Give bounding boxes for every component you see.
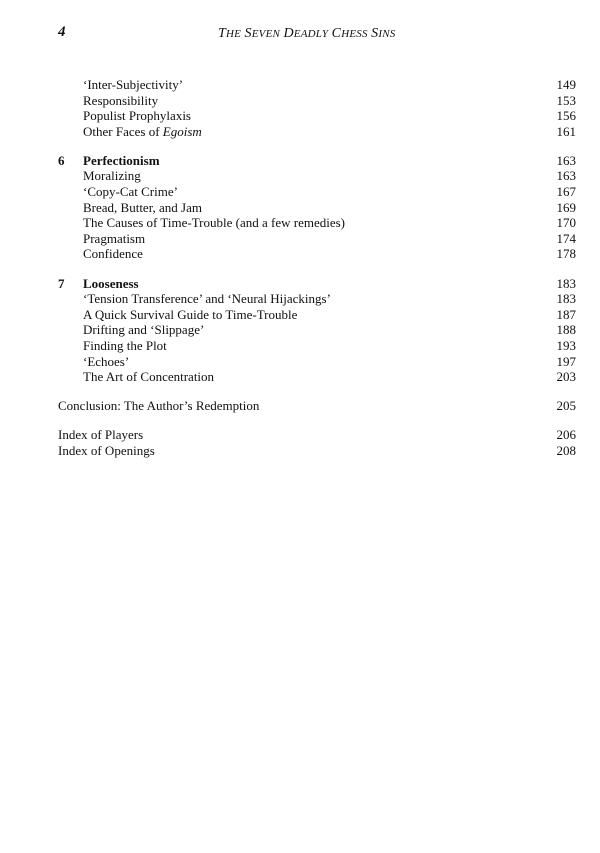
- toc-entry-title: The Causes of Time-Trouble (and a few remedies): [83, 215, 345, 231]
- toc-entry-page: 188: [556, 322, 576, 338]
- toc-entry-title-italic: Egoism: [162, 123, 202, 139]
- toc-entry-title: Confidence: [83, 246, 143, 262]
- toc-entry[interactable]: [58, 200, 576, 216]
- toc-entry-title: Bread, Butter, and Jam: [83, 199, 202, 215]
- toc-entry[interactable]: [58, 291, 576, 307]
- toc-entry-title: Index of Players: [58, 427, 144, 443]
- toc-conclusion[interactable]: [58, 398, 576, 414]
- toc-entry-title: [83, 124, 202, 140]
- chapter-title: Looseness: [83, 275, 139, 291]
- page-number: 4: [58, 24, 66, 40]
- toc-entry[interactable]: [58, 168, 576, 184]
- toc-entry[interactable]: [58, 184, 576, 200]
- running-title: THE SEVEN DEADLY CHESS SINS: [218, 26, 396, 41]
- toc-entry-title-prefix: Other Faces of: [83, 123, 163, 139]
- toc-entry-title: Populist Prophylaxis: [83, 108, 191, 124]
- toc-entry-title: ‘Copy-Cat Crime’: [83, 184, 178, 200]
- toc-entry-title: Pragmatism: [83, 230, 146, 246]
- toc-entry-title: ‘Tension Transference’ and ‘Neural Hijackings’: [83, 291, 331, 307]
- toc-entry-page: 193: [556, 337, 576, 353]
- toc-entry-page: 183: [556, 291, 576, 307]
- toc-entry[interactable]: [58, 77, 576, 93]
- toc-entry-page: 170: [556, 215, 576, 231]
- toc-entry[interactable]: [58, 215, 576, 231]
- toc-entry-title: Finding the Plot: [83, 337, 167, 353]
- toc-entry-page: 208: [556, 442, 576, 458]
- toc-entry-title: Responsibility: [83, 92, 159, 108]
- toc-entry[interactable]: [58, 322, 576, 338]
- toc-entry-title: The Art of Concentration: [83, 369, 215, 385]
- toc-entry-title: Conclusion: The Author’s Redemption: [58, 398, 260, 414]
- toc-entry-title: Moralizing: [83, 168, 141, 184]
- toc-entry-title: ‘Echoes’: [83, 353, 130, 369]
- toc-entry-page: 163: [556, 152, 576, 168]
- toc-chapter-7[interactable]: [58, 276, 576, 292]
- toc-entry-page: 203: [556, 369, 576, 385]
- toc-entry-page: 156: [556, 108, 576, 124]
- toc-entry[interactable]: [58, 338, 576, 354]
- toc-entry-page: 178: [556, 246, 576, 262]
- toc-index-openings[interactable]: [58, 443, 576, 459]
- toc-entry-page: 197: [556, 353, 576, 369]
- toc-entry-title: A Quick Survival Guide to Time-Trouble: [83, 306, 298, 322]
- toc-entry-page: 153: [556, 92, 576, 108]
- toc-chapter-6[interactable]: [58, 153, 576, 169]
- toc-entry[interactable]: [58, 231, 576, 247]
- toc-entry[interactable]: [58, 354, 576, 370]
- chapter-number: 6: [58, 152, 65, 168]
- toc-entry-page: 169: [556, 199, 576, 215]
- toc-entry-page: 187: [556, 306, 576, 322]
- toc-entry-page: 163: [556, 168, 576, 184]
- chapter-number: 7: [58, 275, 65, 291]
- table-of-contents: [58, 77, 576, 458]
- toc-entry-title: Drifting and ‘Slippage’: [83, 322, 205, 338]
- toc-entry[interactable]: [58, 369, 576, 385]
- toc-entry-page: 149: [556, 77, 576, 92]
- toc-entry[interactable]: [58, 307, 576, 323]
- toc-entry[interactable]: [58, 108, 576, 124]
- chapter-title: Perfectionism: [83, 152, 160, 168]
- toc-entry-page: 174: [556, 230, 576, 246]
- toc-entry[interactable]: [58, 246, 576, 262]
- toc-entry-page: 205: [556, 398, 576, 414]
- running-header: [58, 24, 576, 44]
- toc-entry-title: Index of Openings: [58, 442, 155, 458]
- toc-entry[interactable]: [58, 124, 576, 140]
- toc-entry-title: ‘Inter-Subjectivity’: [83, 77, 184, 92]
- toc-entry-page: 183: [556, 275, 576, 291]
- toc-entry-page: 167: [556, 184, 576, 200]
- toc-index-players[interactable]: [58, 427, 576, 443]
- toc-entry-page: 161: [556, 123, 576, 139]
- toc-entry-page: 206: [556, 427, 576, 443]
- toc-entry[interactable]: [58, 93, 576, 109]
